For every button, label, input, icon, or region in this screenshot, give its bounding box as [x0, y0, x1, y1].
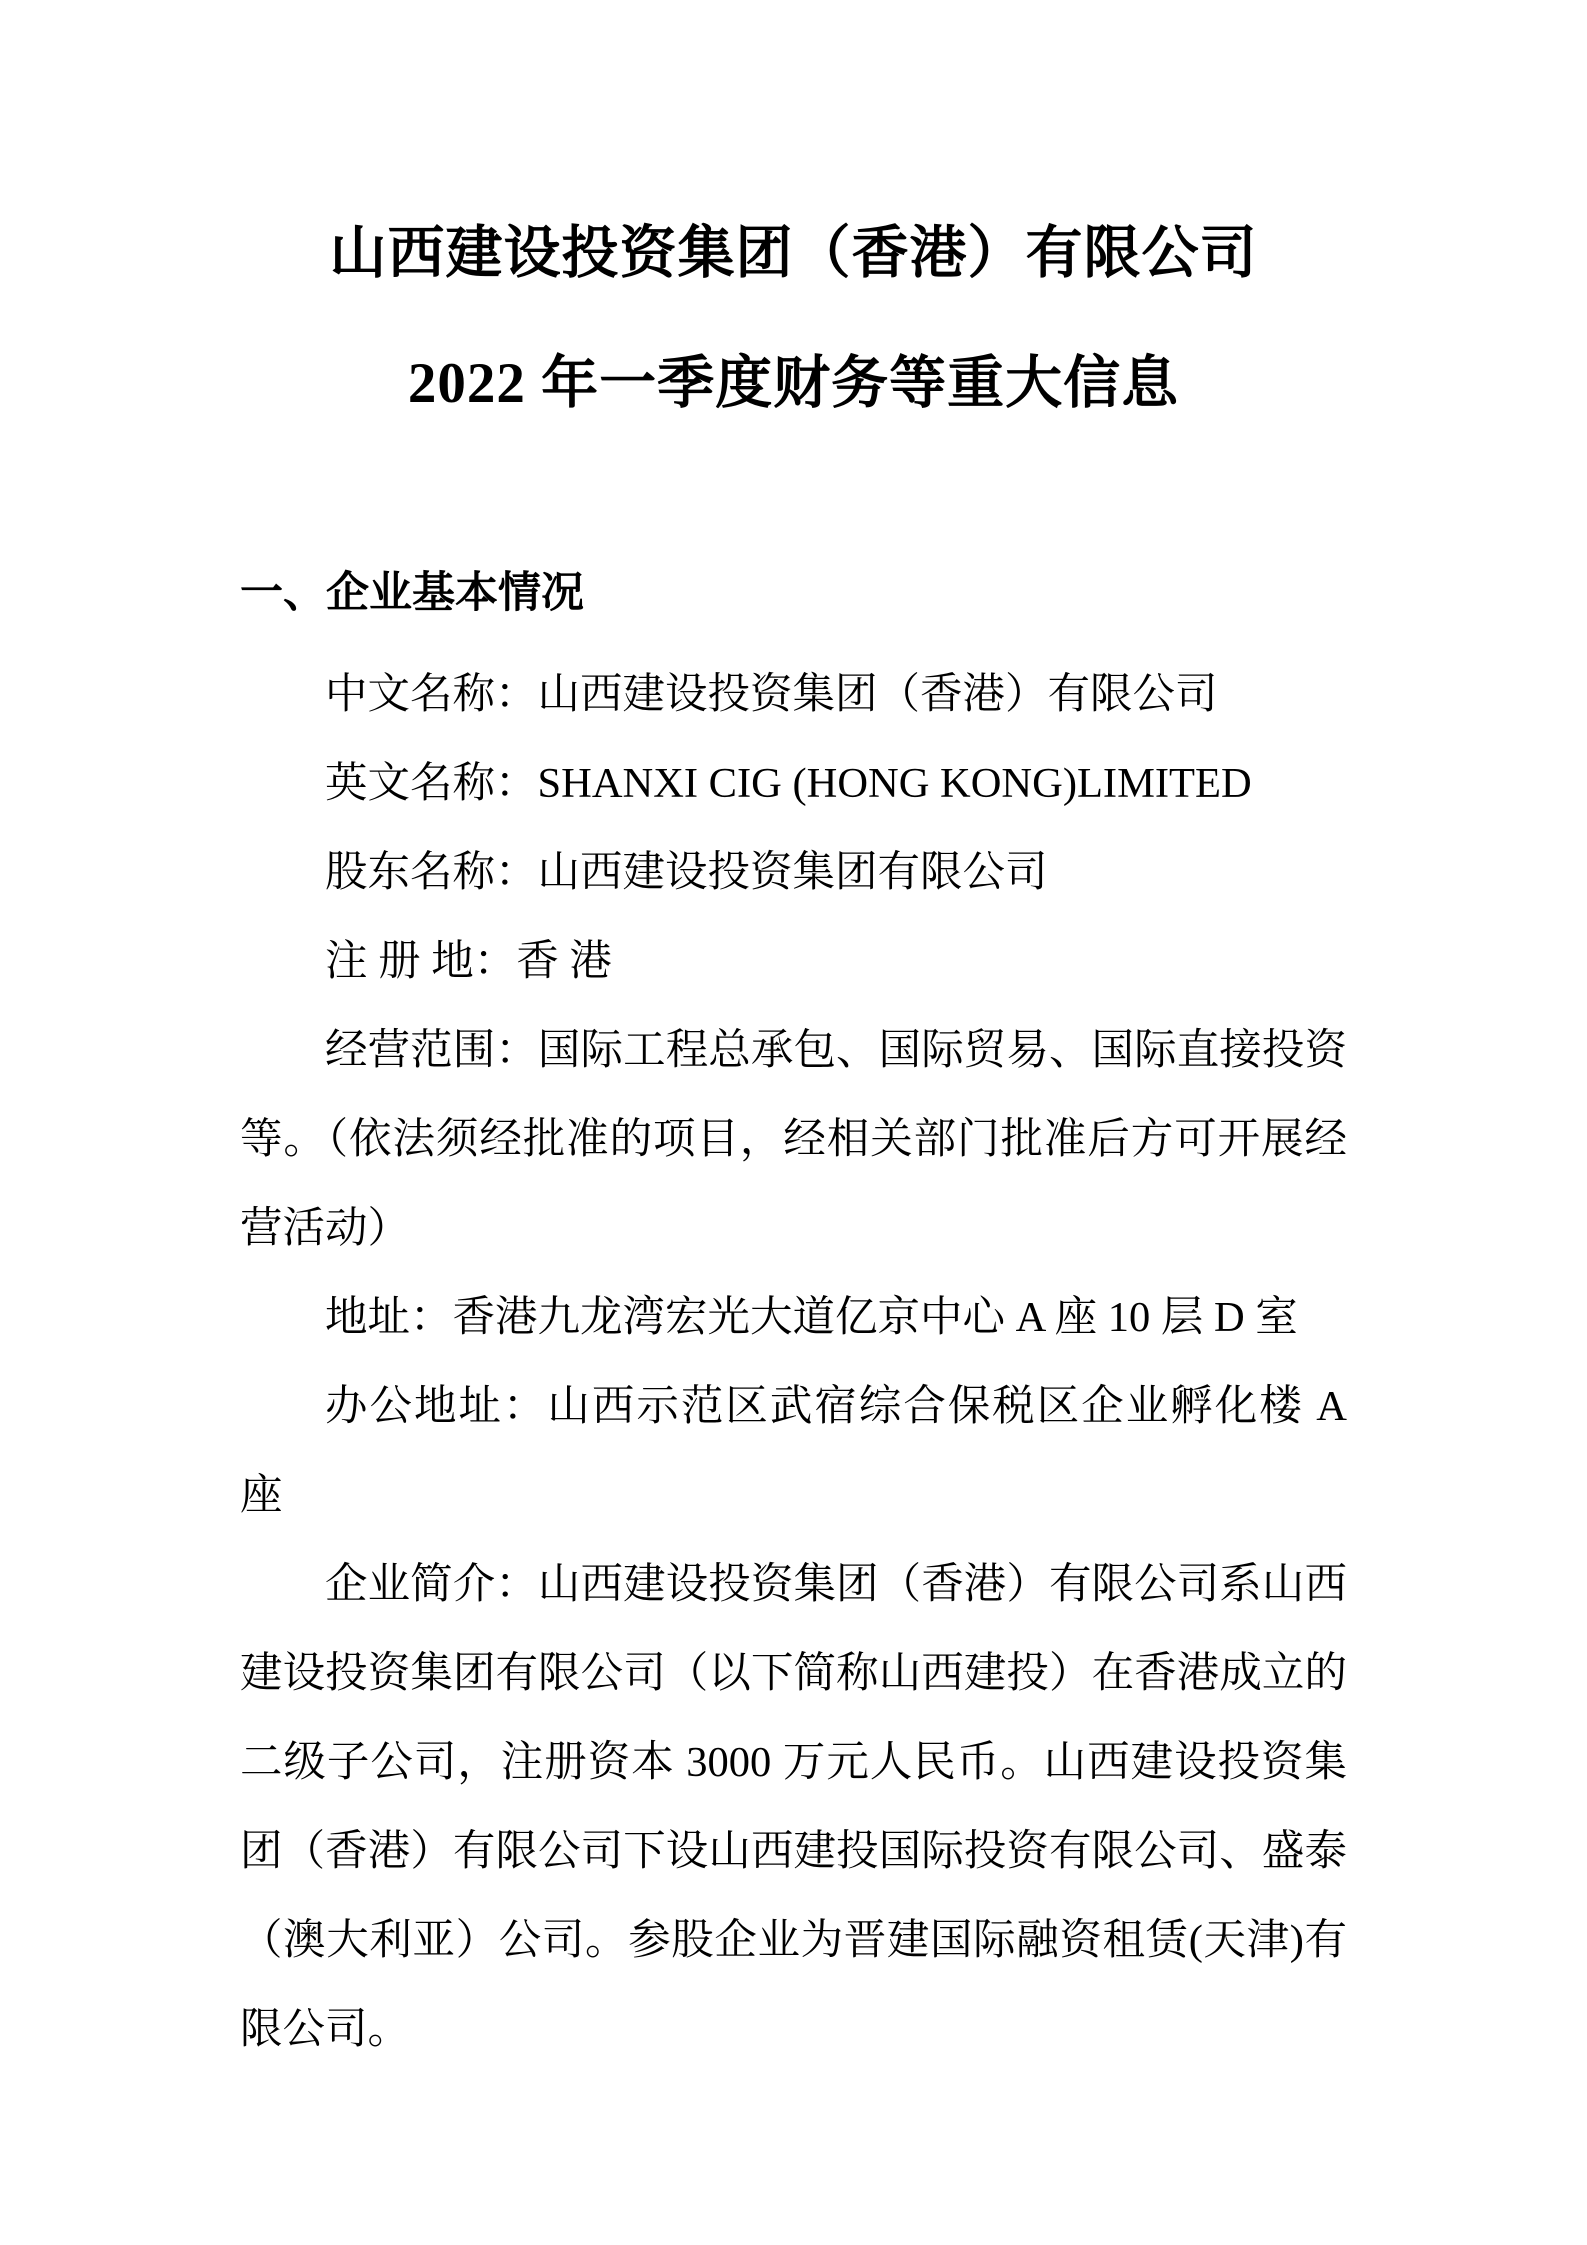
document-title-line2: 2022 年一季度财务等重大信息: [407, 352, 1180, 415]
paragraph-company-profile: 企业简介：山西建设投资集团（香港）有限公司系山西建设投资集团有限公司（以下简称山西建投）在香港成立的二级子公司，注册资本 3000 万元人民币。山西建设投资集团（香港）有限公司下设山西建投国际投资有限公司、盛泰（澳大利亚）公司。参股企业为晋建国际融资租赁(天津)有限公司。: [240, 1561, 1347, 2053]
document-body: [240, 650, 1347, 2074]
document-title-line1: 山西建设投资集团（香港）有限公司: [329, 222, 1258, 285]
paragraph-address: 地址：香港九龙湾宏光大道亿京中心 A 座 10 层 D 室: [325, 1294, 1298, 1341]
paragraph-chinese-name: 中文名称：山西建设投资集团（香港）有限公司: [325, 671, 1218, 718]
paragraph-shareholder-name: 股东名称：山西建设投资集团有限公司: [325, 849, 1048, 896]
paragraph-registration-place: 注 册 地：香 港: [325, 938, 612, 985]
paragraph-business-scope: 经营范围：国际工程总承包、国际贸易、国际直接投资等。（依法须经批准的项目，经相关部门批准后方可开展经营活动）: [240, 1027, 1347, 1252]
section-heading-basic-info: 一、企业基本情况: [240, 569, 584, 617]
paragraph-office-address: 办公地址：山西示范区武宿综合保税区企业孵化楼 A 座: [240, 1383, 1347, 1519]
paragraph-english-name: 英文名称：SHANXI CIG (HONG KONG)LIMITED: [325, 760, 1252, 807]
